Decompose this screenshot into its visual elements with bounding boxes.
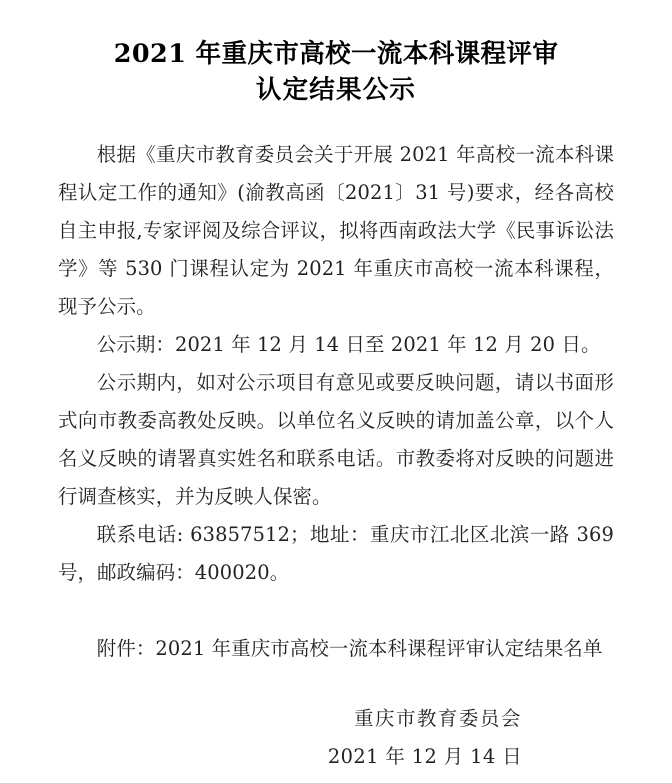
page-title-line-1: 2021 年重庆市高校一流本科课程评审 <box>113 39 559 69</box>
page-title <box>0 0 672 108</box>
attachment-line: 附件：2021 年重庆市高校一流本科课程评审认定结果名单 <box>96 637 603 660</box>
signature-block <box>58 700 614 776</box>
paragraph-publicity-period: 公示期：2021 年 12 月 14 日至 2021 年 12 月 20 日。 <box>96 333 601 356</box>
signature-date: 2021 年 12 月 14 日 <box>327 745 522 768</box>
signature-organization: 重庆市教育委员会 <box>354 707 522 730</box>
page-title-line-2: 认定结果公示 <box>255 75 417 105</box>
paragraph-contact-info: 联系电话: 63857512；地址：重庆市江北区北滨一路 369 号，邮政编码：400020。 <box>58 523 614 584</box>
paragraph-spacer <box>58 592 614 630</box>
document-body <box>0 136 672 776</box>
paragraph-feedback-instructions: 公示期内，如对公示项目有意见或要反映问题，请以书面形式向市教委高教处反映。以单位名义反映的请加盖公章，以个人名义反映的请署真实姓名和联系电话。市教委将对反映的问题进行调查核实，并为反映人保密。 <box>58 371 614 508</box>
paragraph-basis: 根据《重庆市教育委员会关于开展 2021 年高校一流本科课程认定工作的通知》(渝教高函〔2021〕31 号)要求，经各高校自主申报,专家评阅及综合评议，拟将西南政法大学《民事诉讼法学》等 530 门课程认定为 2021 年重庆市高校一流本科课程，现予公示。 <box>58 143 614 318</box>
